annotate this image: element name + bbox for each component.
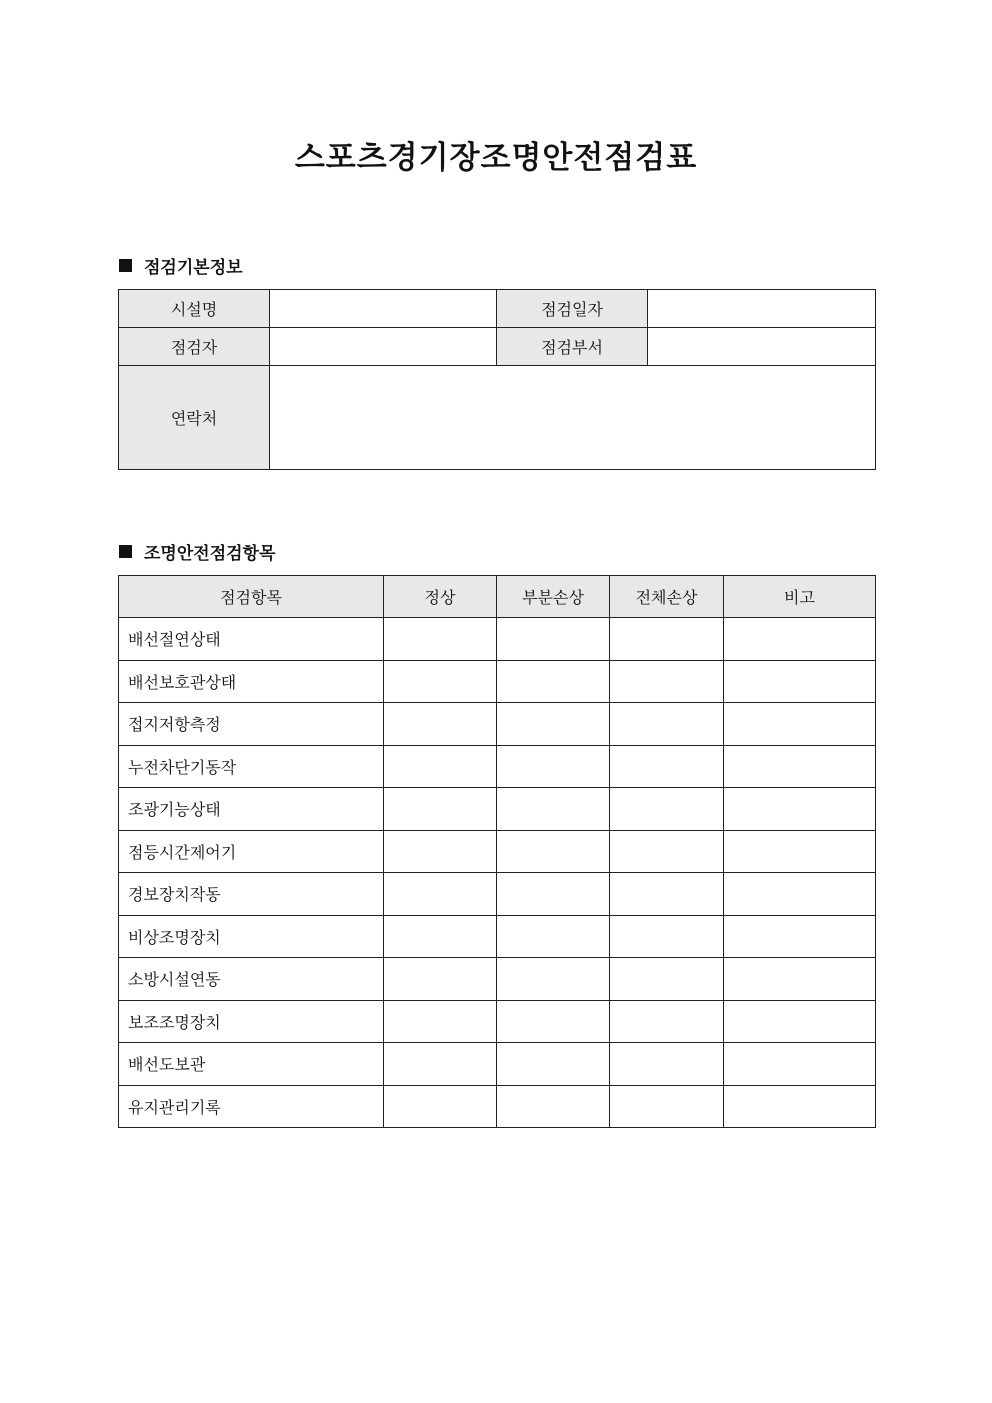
table-row	[119, 788, 876, 831]
normal-cell[interactable]	[384, 958, 497, 1001]
section-heading-label: 조명안전점검항목	[144, 544, 276, 564]
remarks-cell[interactable]	[724, 873, 876, 916]
table-row	[119, 1085, 876, 1128]
table-row	[119, 958, 876, 1001]
table-row	[119, 830, 876, 873]
info-row-facility	[119, 290, 876, 328]
remarks-cell[interactable]	[724, 915, 876, 958]
item-label: 점등시간제어기	[119, 830, 384, 873]
remarks-cell[interactable]	[724, 1085, 876, 1128]
inspection-date-field[interactable]	[648, 290, 876, 328]
total-damage-cell[interactable]	[610, 745, 724, 788]
inspector-field[interactable]	[270, 328, 497, 366]
item-label: 보조조명장치	[119, 1000, 384, 1043]
total-damage-cell[interactable]	[610, 703, 724, 746]
partial-damage-cell[interactable]	[497, 915, 610, 958]
facility-name-field[interactable]	[270, 290, 497, 328]
item-label: 경보장치작동	[119, 873, 384, 916]
item-label: 조광기능상태	[119, 788, 384, 831]
section-heading-basic-info	[119, 253, 243, 278]
total-damage-cell[interactable]	[610, 660, 724, 703]
inspection-items-table	[118, 575, 876, 1128]
item-label: 배선절연상태	[119, 618, 384, 661]
partial-damage-cell[interactable]	[497, 958, 610, 1001]
table-row	[119, 660, 876, 703]
inspection-date-label: 점검일자	[497, 290, 648, 328]
inspector-label: 점검자	[119, 328, 270, 366]
square-bullet-icon	[119, 259, 132, 272]
column-header-total-damage: 전체손상	[610, 576, 724, 618]
table-header-row	[119, 576, 876, 618]
normal-cell[interactable]	[384, 873, 497, 916]
remarks-cell[interactable]	[724, 958, 876, 1001]
normal-cell[interactable]	[384, 745, 497, 788]
contact-field[interactable]	[270, 366, 876, 470]
normal-cell[interactable]	[384, 1085, 497, 1128]
item-label: 접지저항측정	[119, 703, 384, 746]
partial-damage-cell[interactable]	[497, 1000, 610, 1043]
page-title: 스포츠경기장조명안전점검표	[294, 140, 698, 176]
remarks-cell[interactable]	[724, 1043, 876, 1086]
department-field[interactable]	[648, 328, 876, 366]
normal-cell[interactable]	[384, 788, 497, 831]
square-bullet-icon	[119, 545, 132, 558]
facility-name-label: 시설명	[119, 290, 270, 328]
partial-damage-cell[interactable]	[497, 660, 610, 703]
table-row	[119, 915, 876, 958]
total-damage-cell[interactable]	[610, 830, 724, 873]
item-label: 유지관리기록	[119, 1085, 384, 1128]
normal-cell[interactable]	[384, 830, 497, 873]
column-header-item: 점검항목	[119, 576, 384, 618]
table-row	[119, 703, 876, 746]
normal-cell[interactable]	[384, 618, 497, 661]
partial-damage-cell[interactable]	[497, 1043, 610, 1086]
total-damage-cell[interactable]	[610, 1043, 724, 1086]
partial-damage-cell[interactable]	[497, 703, 610, 746]
remarks-cell[interactable]	[724, 745, 876, 788]
total-damage-cell[interactable]	[610, 915, 724, 958]
section-heading-check-items	[119, 539, 275, 564]
section-heading-label: 점검기본정보	[144, 258, 243, 278]
table-row	[119, 618, 876, 661]
normal-cell[interactable]	[384, 915, 497, 958]
total-damage-cell[interactable]	[610, 1000, 724, 1043]
partial-damage-cell[interactable]	[497, 830, 610, 873]
normal-cell[interactable]	[384, 703, 497, 746]
partial-damage-cell[interactable]	[497, 745, 610, 788]
item-label: 누전차단기동작	[119, 745, 384, 788]
total-damage-cell[interactable]	[610, 873, 724, 916]
item-label: 배선도보관	[119, 1043, 384, 1086]
contact-label: 연락처	[119, 366, 270, 470]
partial-damage-cell[interactable]	[497, 873, 610, 916]
total-damage-cell[interactable]	[610, 788, 724, 831]
normal-cell[interactable]	[384, 1000, 497, 1043]
partial-damage-cell[interactable]	[497, 788, 610, 831]
info-row-contact	[119, 366, 876, 470]
remarks-cell[interactable]	[724, 703, 876, 746]
info-row-inspector	[119, 328, 876, 366]
department-label: 점검부서	[497, 328, 648, 366]
table-row	[119, 1000, 876, 1043]
column-header-partial-damage: 부분손상	[497, 576, 610, 618]
item-label: 배선보호관상태	[119, 660, 384, 703]
column-header-remarks: 비고	[724, 576, 876, 618]
normal-cell[interactable]	[384, 660, 497, 703]
column-header-normal: 정상	[384, 576, 497, 618]
total-damage-cell[interactable]	[610, 1085, 724, 1128]
normal-cell[interactable]	[384, 1043, 497, 1086]
table-row	[119, 1043, 876, 1086]
total-damage-cell[interactable]	[610, 958, 724, 1001]
item-label: 소방시설연동	[119, 958, 384, 1001]
remarks-cell[interactable]	[724, 788, 876, 831]
table-row	[119, 745, 876, 788]
remarks-cell[interactable]	[724, 1000, 876, 1043]
remarks-cell[interactable]	[724, 830, 876, 873]
item-label: 비상조명장치	[119, 915, 384, 958]
basic-info-table	[118, 289, 876, 470]
remarks-cell[interactable]	[724, 660, 876, 703]
partial-damage-cell[interactable]	[497, 618, 610, 661]
partial-damage-cell[interactable]	[497, 1085, 610, 1128]
total-damage-cell[interactable]	[610, 618, 724, 661]
table-row	[119, 873, 876, 916]
remarks-cell[interactable]	[724, 618, 876, 661]
